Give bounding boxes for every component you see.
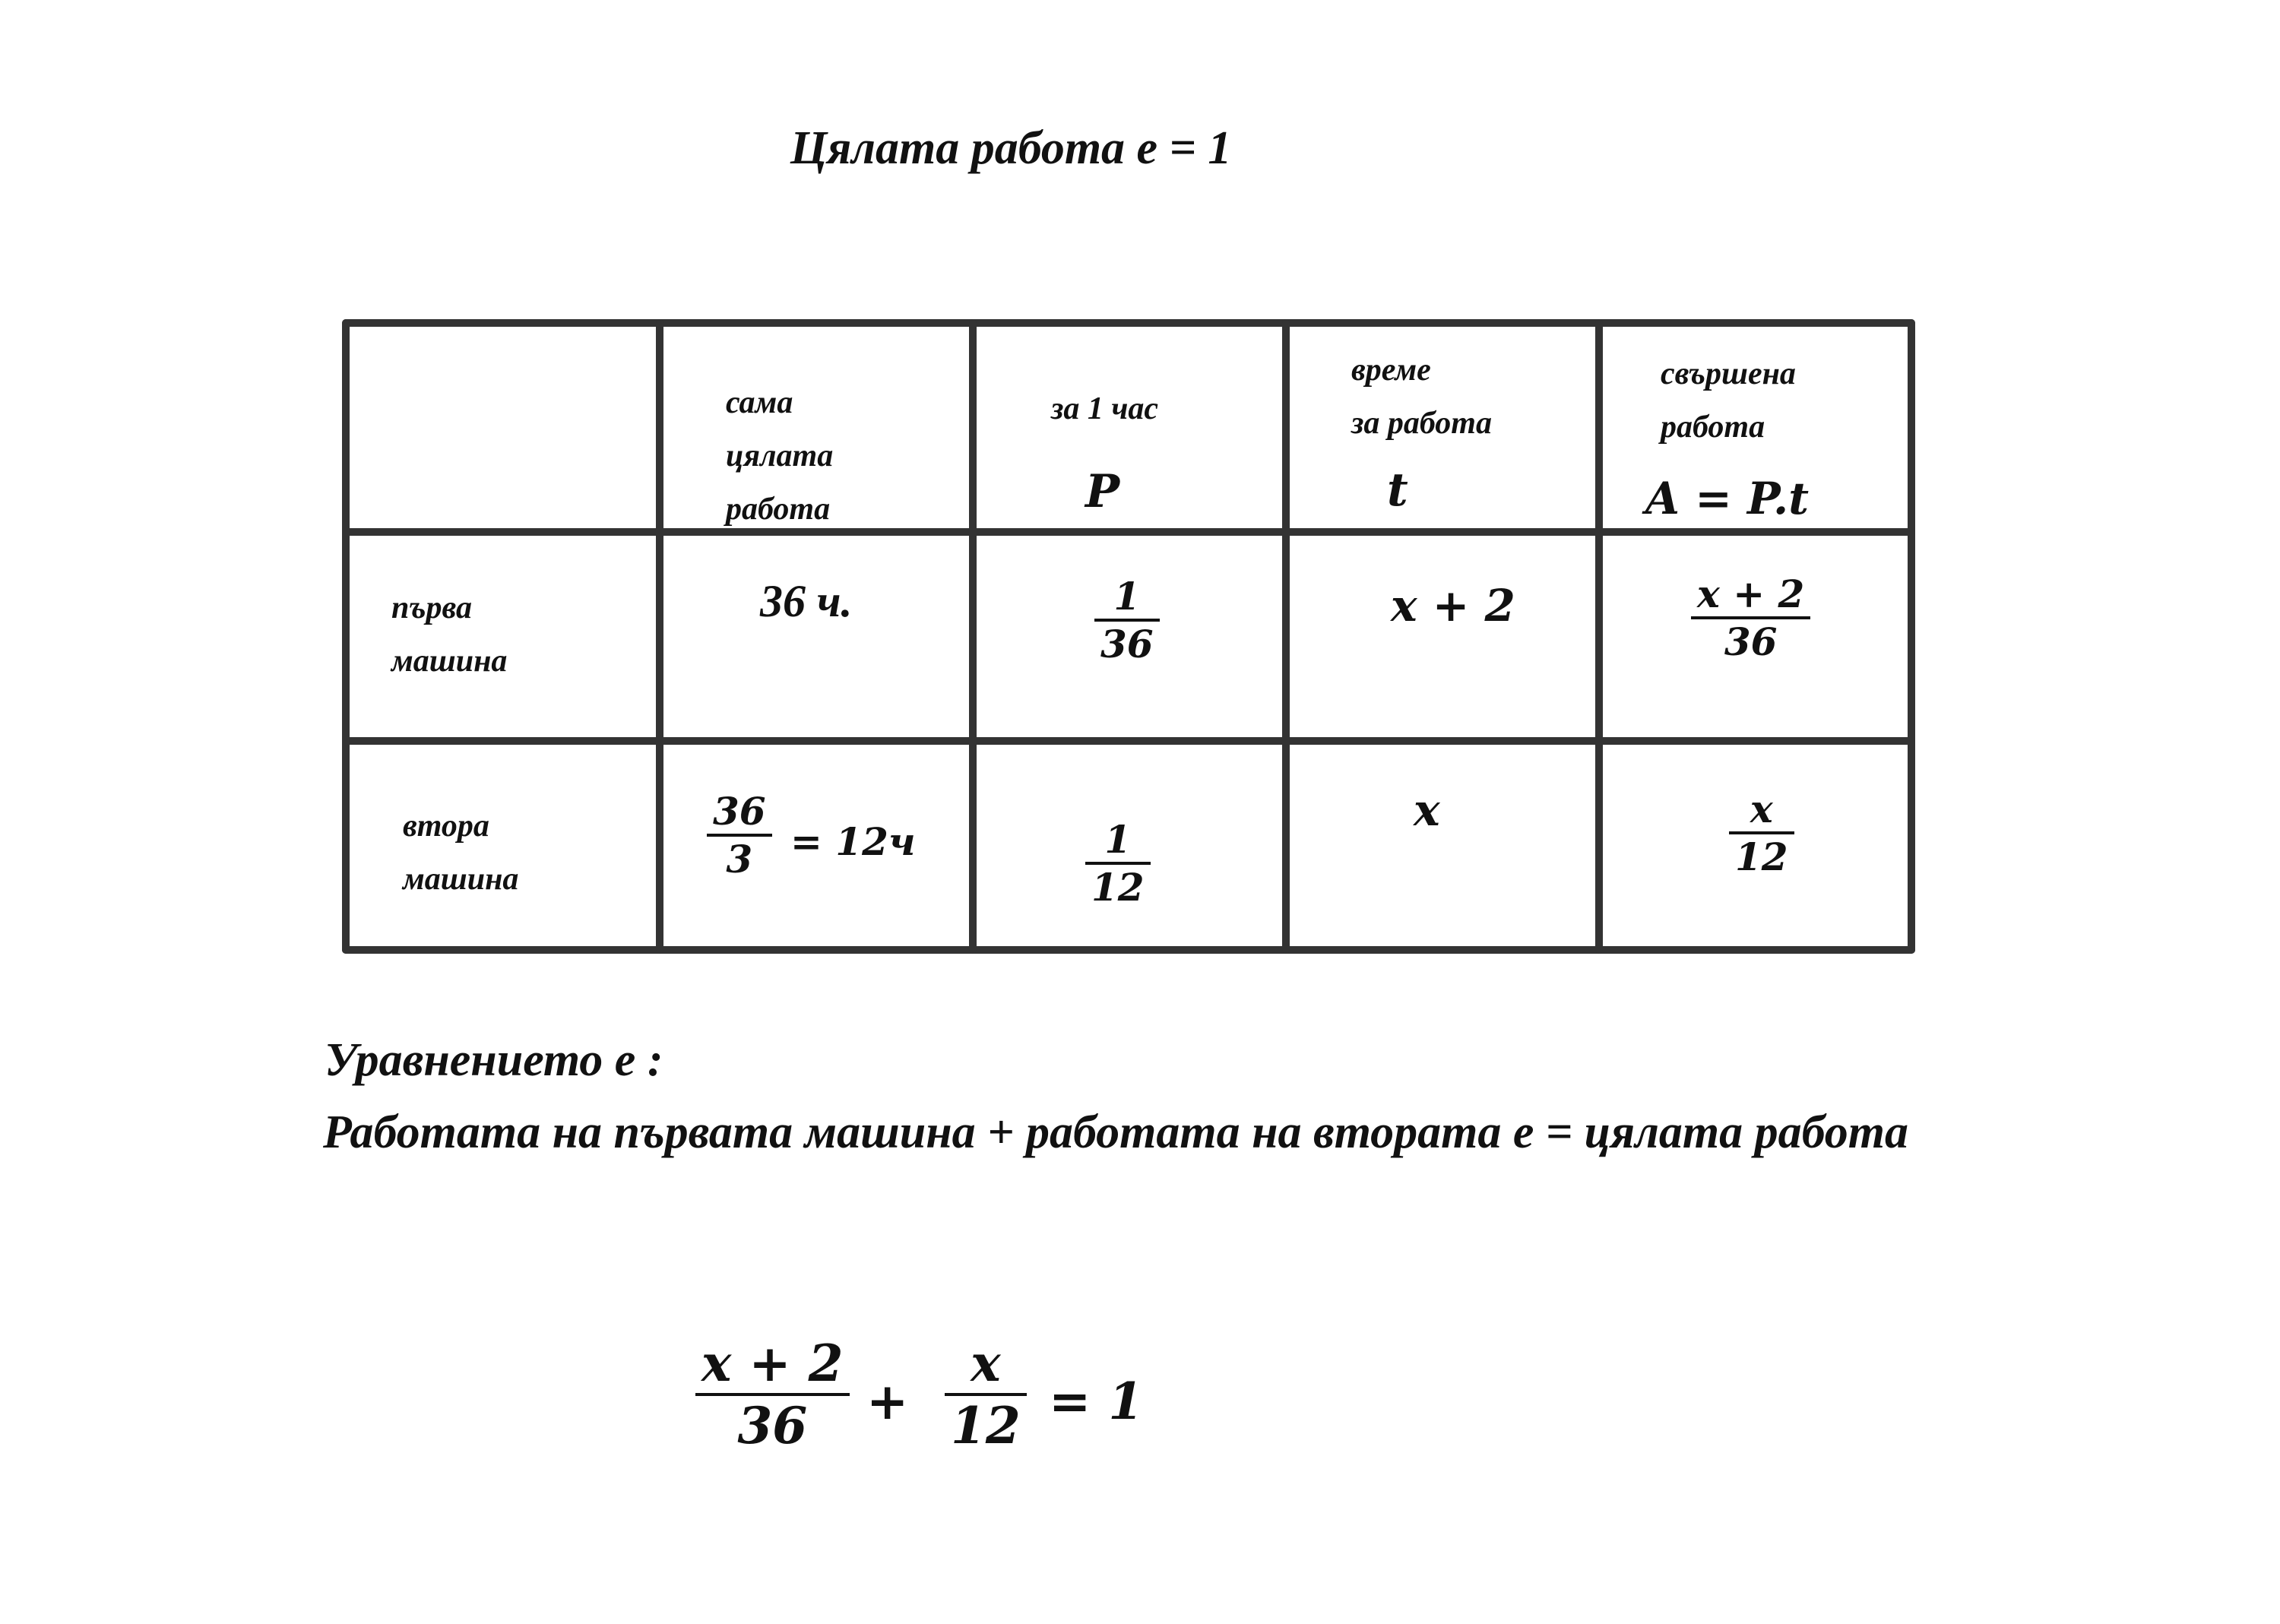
fraction-denominator: 36 (1724, 619, 1778, 664)
fraction-numerator: x + 2 (1697, 571, 1805, 616)
equation-term1-fraction (695, 1334, 850, 1455)
row1-work-done-fraction (1691, 571, 1810, 664)
header-work-done: свършена работа (1661, 356, 1796, 445)
row2-work-done-fraction (1729, 787, 1794, 879)
header-per-hour-symbol: P (1085, 465, 1120, 518)
row2-time-alone-result: = 12ч (790, 819, 916, 864)
fraction-numerator: x (971, 1334, 1001, 1393)
row2-per-hour-fraction (1085, 817, 1151, 910)
fraction-denominator: 3 (726, 837, 753, 882)
fraction-numerator: x (1750, 787, 1773, 831)
fraction-denominator: 36 (737, 1396, 808, 1455)
row1-time-worked: x + 2 (1391, 580, 1515, 632)
row1-per-hour-fraction (1094, 574, 1160, 666)
header-time-worked-symbol: t (1387, 464, 1408, 517)
row2-time-worked: x (1414, 784, 1440, 836)
fraction-numerator: 1 (1104, 817, 1132, 862)
header-per-hour: за 1 час (1051, 391, 1159, 426)
page-title: Цялата работа е = 1 (790, 122, 1232, 174)
fraction-denominator: 12 (1735, 834, 1788, 879)
fraction-denominator: 12 (1091, 865, 1145, 910)
header-work-done-formula: A = P.t (1645, 473, 1809, 524)
equation-text: Работата на първата машина + работата на втората е = цялата работа (323, 1106, 1908, 1158)
row-label-second-machine: втора машина (403, 809, 519, 897)
fraction-denominator: 36 (1100, 622, 1154, 666)
equation-rhs: = 1 (1049, 1372, 1144, 1431)
equation-plus-sign: + (866, 1372, 909, 1431)
header-time-alone: сама цялата работа (726, 385, 834, 527)
fraction-numerator: 1 (1113, 574, 1141, 619)
header-time-worked: време за работа (1351, 353, 1492, 441)
fraction-denominator: 12 (951, 1396, 1021, 1455)
fraction-numerator: x + 2 (701, 1334, 844, 1393)
equation-term2-fraction (945, 1334, 1027, 1455)
row2-time-alone-fraction (707, 789, 772, 882)
row1-time-alone: 36 ч. (760, 576, 853, 626)
row-label-first-machine: първа машина (391, 590, 508, 679)
equation-heading: Уравнението е : (325, 1034, 663, 1086)
fraction-numerator: 36 (713, 789, 766, 834)
